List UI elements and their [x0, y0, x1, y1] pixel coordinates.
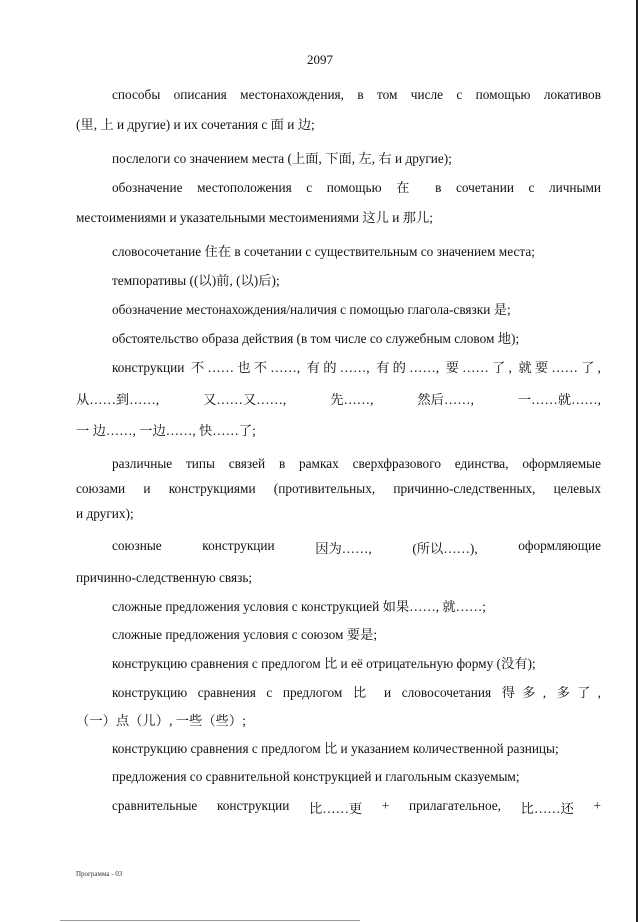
row-word: прилагательное,	[409, 798, 501, 813]
text-line: способы описания местонахождения, в том числе с помощью локативов	[112, 87, 601, 102]
text-line: и других);	[76, 506, 134, 521]
footer-note: Программа - 03	[76, 870, 123, 878]
row-word: (所以……),	[412, 541, 478, 556]
text-line: 一 边……, 一边……, 快……了;	[76, 423, 256, 438]
text-line: обозначение местонахождения/наличия с помощью глагола-связки 是;	[112, 302, 511, 317]
text-line: местоимениями и указательными местоимениями 这儿 и 那儿;	[76, 210, 433, 225]
row-word: оформляющие	[518, 538, 601, 553]
construction-item: 一……就……,	[517, 392, 601, 407]
text-line: обозначение местоположения с помощью 在 в сочетании с личными	[112, 180, 601, 195]
text-line: конструкции 不……也不……, 有的……, 有的……, 要……了, 就要……了,	[112, 360, 601, 375]
construction-row	[112, 798, 601, 817]
construction-item: 从……到……,	[76, 392, 160, 407]
row-word: 比……更	[309, 801, 363, 816]
row-word: конструкции	[202, 538, 275, 553]
construction-item: 然后……,	[417, 392, 474, 407]
text-line: послелоги со значением места (上面, 下面, 左, 右 и другие);	[112, 151, 452, 166]
scan-edge-line	[636, 0, 638, 922]
construction-item: 又……又……,	[203, 392, 287, 407]
text-line: конструкцию сравнения с предлогом 比 и словосочетания 得多, 多了,	[112, 685, 601, 700]
text-line: （一）点（儿）, 一些（些）;	[76, 713, 246, 728]
row-word: союзные	[112, 538, 162, 553]
row-word: сравнительные	[112, 798, 198, 813]
row-word: 比……还	[520, 801, 574, 816]
row-word: +	[381, 798, 390, 813]
scan-bottom-line	[60, 920, 360, 921]
text-line: предложения со сравнительной конструкцией и глагольным сказуемым;	[112, 769, 520, 784]
text-line: сложные предложения условия с конструкцией 如果……, 就……;	[112, 599, 487, 614]
construction-row	[76, 389, 601, 408]
text-line: конструкцию сравнения с предлогом 比 и её отрицательную форму (没有);	[112, 656, 536, 671]
row-word: +	[593, 798, 601, 813]
construction-item: 先……,	[330, 392, 374, 407]
text-line: обстоятельство образа действия (в том числе со служебным словом 地);	[112, 331, 520, 346]
text-line: сложные предложения условия с союзом 要是;	[112, 627, 378, 642]
text-line: союзами и конструкциями (противительных, причинно-следственных, целевых	[76, 481, 601, 496]
text-line: темпоративы ((以)前, (以)后);	[112, 273, 280, 288]
row-word: 因为……,	[315, 541, 372, 556]
page-number: 2097	[307, 52, 333, 67]
text-line: различные типы связей в рамках сверхфразового единства, оформляемые	[112, 456, 601, 471]
construction-row	[112, 538, 601, 557]
text-line: словосочетание 住在 в сочетании с существительным со значением места;	[112, 244, 535, 259]
text-line: причинно-следственную связь;	[76, 570, 253, 585]
text-line: конструкцию сравнения с предлогом 比 и указанием количественной разницы;	[112, 741, 559, 756]
text-line: (里, 上 и другие) и их сочетания с 面 и 边;	[76, 117, 315, 132]
row-word: конструкции	[216, 798, 290, 813]
